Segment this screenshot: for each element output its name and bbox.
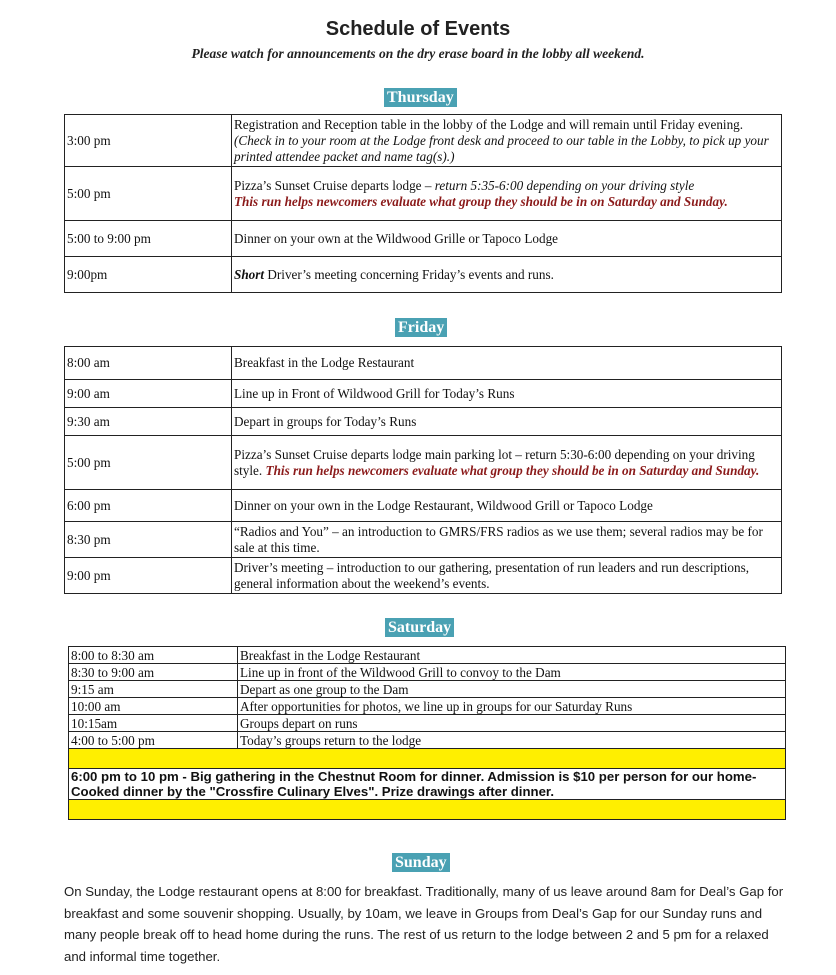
description-cell: Registration and Reception table in the lobby of the Lodge and will remain until Friday evening. (Check in to your room at the Lodge front desk and proceed to our table in the Lobby, to pick up your printed attendee packet and name tag(s).) bbox=[232, 115, 782, 167]
table-row bbox=[69, 647, 786, 664]
time-cell: 10:00 am bbox=[69, 698, 238, 715]
table-row bbox=[69, 698, 786, 715]
table-row bbox=[69, 715, 786, 732]
description-cell: Groups depart on runs bbox=[238, 715, 786, 732]
highlight-bar bbox=[69, 749, 786, 769]
saturday-heading: Saturday bbox=[385, 618, 454, 637]
table-row bbox=[65, 347, 782, 380]
table-row bbox=[65, 408, 782, 436]
description-cell: Breakfast in the Lodge Restaurant bbox=[232, 347, 782, 380]
time-cell: 4:00 to 5:00 pm bbox=[69, 732, 238, 749]
description-cell: Pizza’s Sunset Cruise departs lodge main parking lot – return 5:30-6:00 depending on your driving style. This run helps newcomers evaluate what group they should be in on Saturday and Sunday. bbox=[232, 436, 782, 490]
time-cell: 9:15 am bbox=[69, 681, 238, 698]
friday-table bbox=[64, 346, 782, 594]
time-cell: 8:30 pm bbox=[65, 522, 232, 558]
description-cell: Dinner on your own at the Wildwood Grille or Tapoco Lodge bbox=[232, 221, 782, 257]
highlight-bar-bottom bbox=[69, 800, 786, 820]
description-cell: Line up in Front of Wildwood Grill for Today’s Runs bbox=[232, 380, 782, 408]
table-row bbox=[69, 681, 786, 698]
description-cell: “Radios and You” – an introduction to GMRS/FRS radios as we use them; several radios may be for sale at this time. bbox=[232, 522, 782, 558]
page-subtitle: Please watch for announcements on the dry erase board in the lobby all weekend. bbox=[191, 46, 645, 61]
thursday-table bbox=[64, 114, 782, 293]
time-cell: 8:00 to 8:30 am bbox=[69, 647, 238, 664]
table-row bbox=[65, 558, 782, 594]
time-cell: 9:00 pm bbox=[65, 558, 232, 594]
table-row bbox=[65, 167, 782, 221]
time-cell: 6:00 pm bbox=[65, 490, 232, 522]
sunday-description: On Sunday, the Lodge restaurant opens at 8:00 for breakfast. Traditionally, many of us leave around 8am for Deal’s Gap for breakfast and some souvenir shopping. Usually, by 10am, we leave in Groups from Deal’s Gap for our Sunday runs and many people break off to head home during the runs. The rest of us return to the lodge between 2 and 5 pm for a relaxed and informal time together. bbox=[64, 884, 784, 964]
time-cell: 5:00 pm bbox=[65, 436, 232, 490]
table-row bbox=[65, 221, 782, 257]
page-title: Schedule of Events bbox=[325, 18, 511, 40]
description-cell: Depart in groups for Today’s Runs bbox=[232, 408, 782, 436]
table-row bbox=[65, 115, 782, 167]
time-cell: 8:30 to 9:00 am bbox=[69, 664, 238, 681]
description-cell: Pizza’s Sunset Cruise departs lodge – return 5:35-6:00 depending on your driving style This run helps newcomers evaluate what group they should be in on Saturday and Sunday. bbox=[232, 167, 782, 221]
table-row bbox=[65, 257, 782, 293]
gathering-row bbox=[69, 769, 786, 800]
description-cell: Short Driver’s meeting concerning Friday’s events and runs. bbox=[232, 257, 782, 293]
gathering-text: 6:00 pm to 10 pm - Big gathering in the Chestnut Room for dinner. Admission is $10 per person for our home-Cooked dinner by the "Crossfire Culinary Elves". Prize drawings after dinner. bbox=[69, 769, 786, 800]
time-cell: 5:00 to 9:00 pm bbox=[65, 221, 232, 257]
highlight-bar-top bbox=[69, 749, 786, 769]
description-cell: Today’s groups return to the lodge bbox=[238, 732, 786, 749]
time-cell: 5:00 pm bbox=[65, 167, 232, 221]
time-cell: 8:00 am bbox=[65, 347, 232, 380]
table-row bbox=[65, 522, 782, 558]
table-row bbox=[65, 490, 782, 522]
thursday-heading: Thursday bbox=[384, 88, 457, 107]
sunday-heading: Sunday bbox=[392, 853, 450, 872]
description-cell: Driver’s meeting – introduction to our gathering, presentation of run leaders and run descriptions, general information about the weekend’s events. bbox=[232, 558, 782, 594]
time-cell: 9:00 am bbox=[65, 380, 232, 408]
description-cell: Dinner on your own in the Lodge Restaurant, Wildwood Grill or Tapoco Lodge bbox=[232, 490, 782, 522]
time-cell: 9:00pm bbox=[65, 257, 232, 293]
description-cell: Line up in front of the Wildwood Grill to convoy to the Dam bbox=[238, 664, 786, 681]
time-cell: 3:00 pm bbox=[65, 115, 232, 167]
saturday-table bbox=[68, 646, 786, 820]
description-cell: Breakfast in the Lodge Restaurant bbox=[238, 647, 786, 664]
time-cell: 10:15am bbox=[69, 715, 238, 732]
table-row bbox=[69, 664, 786, 681]
table-row bbox=[65, 380, 782, 408]
description-cell: After opportunities for photos, we line up in groups for our Saturday Runs bbox=[238, 698, 786, 715]
table-row bbox=[69, 732, 786, 749]
friday-heading: Friday bbox=[395, 318, 447, 337]
highlight-bar bbox=[69, 800, 786, 820]
table-row bbox=[65, 436, 782, 490]
time-cell: 9:30 am bbox=[65, 408, 232, 436]
description-cell: Depart as one group to the Dam bbox=[238, 681, 786, 698]
